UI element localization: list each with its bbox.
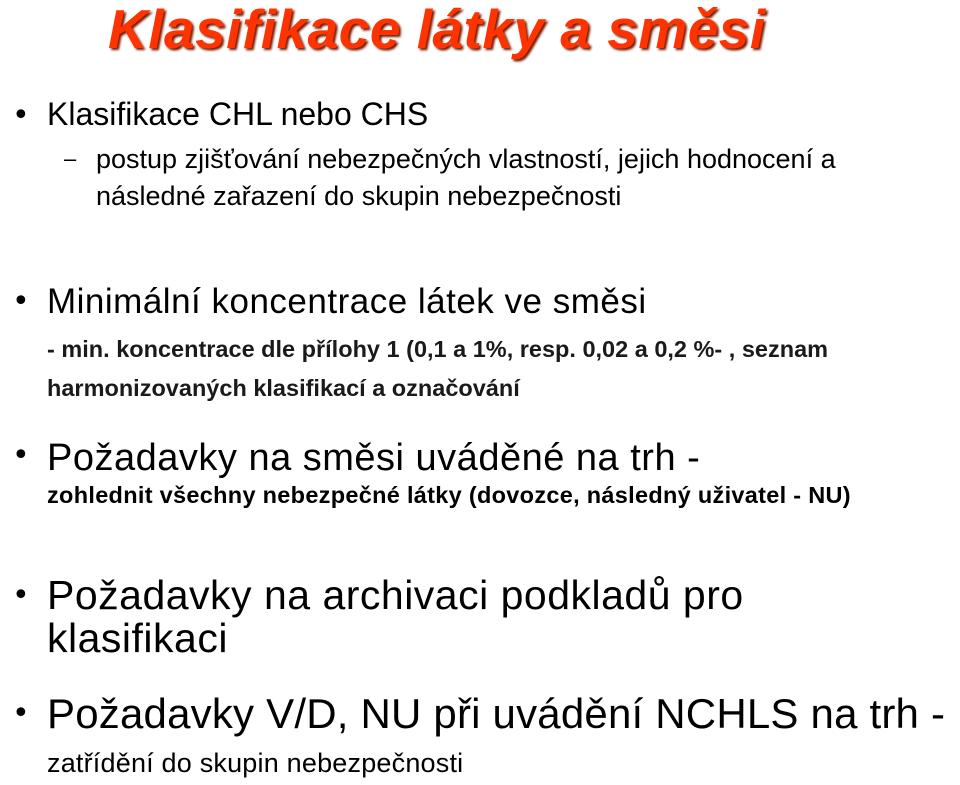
sub-bullet-text: postup zjišťování nebezpečných vlastností, jejich hodnocení a následné zařazení do skupin nebezpečnosti [96,144,836,211]
bullet-note: zohlednit všechny nebezpečné látky (dovozce, následný uživatel - NU) [47,482,851,508]
bullet-text-group [47,692,957,785]
bullet-text: Požadavky na archivaci podkladů pro klasifikaci [47,572,744,661]
bullet-text: Klasifikace CHL nebo CHS [47,96,429,132]
sub-bullet-marker: – [64,146,77,171]
bullet-marker: • [12,98,30,133]
bullet-marker: • [12,578,30,613]
bullet-text: Požadavky V/D, NU při uvádění NCHLS na trh - [47,690,946,737]
bullet-marker: • [12,696,30,731]
bullet-note: - min. koncentrace dle přílohy 1 (0,1 a 1%, resp. 0,02 a 0,2 %- , seznam harmonizovaných klasifikací a označování [47,336,829,401]
bullet-note: zatřídění do skupin nebezpečnosti [47,748,464,778]
bullet-text: Požadavky na směsi uváděné na trh - [47,437,701,479]
bullet-marker: • [12,284,30,319]
bullet-text: Minimální koncentrace látek ve směsi [47,282,647,321]
bullet-marker: • [12,438,30,473]
slide-title: Klasifikace látky a směsi [108,0,766,60]
